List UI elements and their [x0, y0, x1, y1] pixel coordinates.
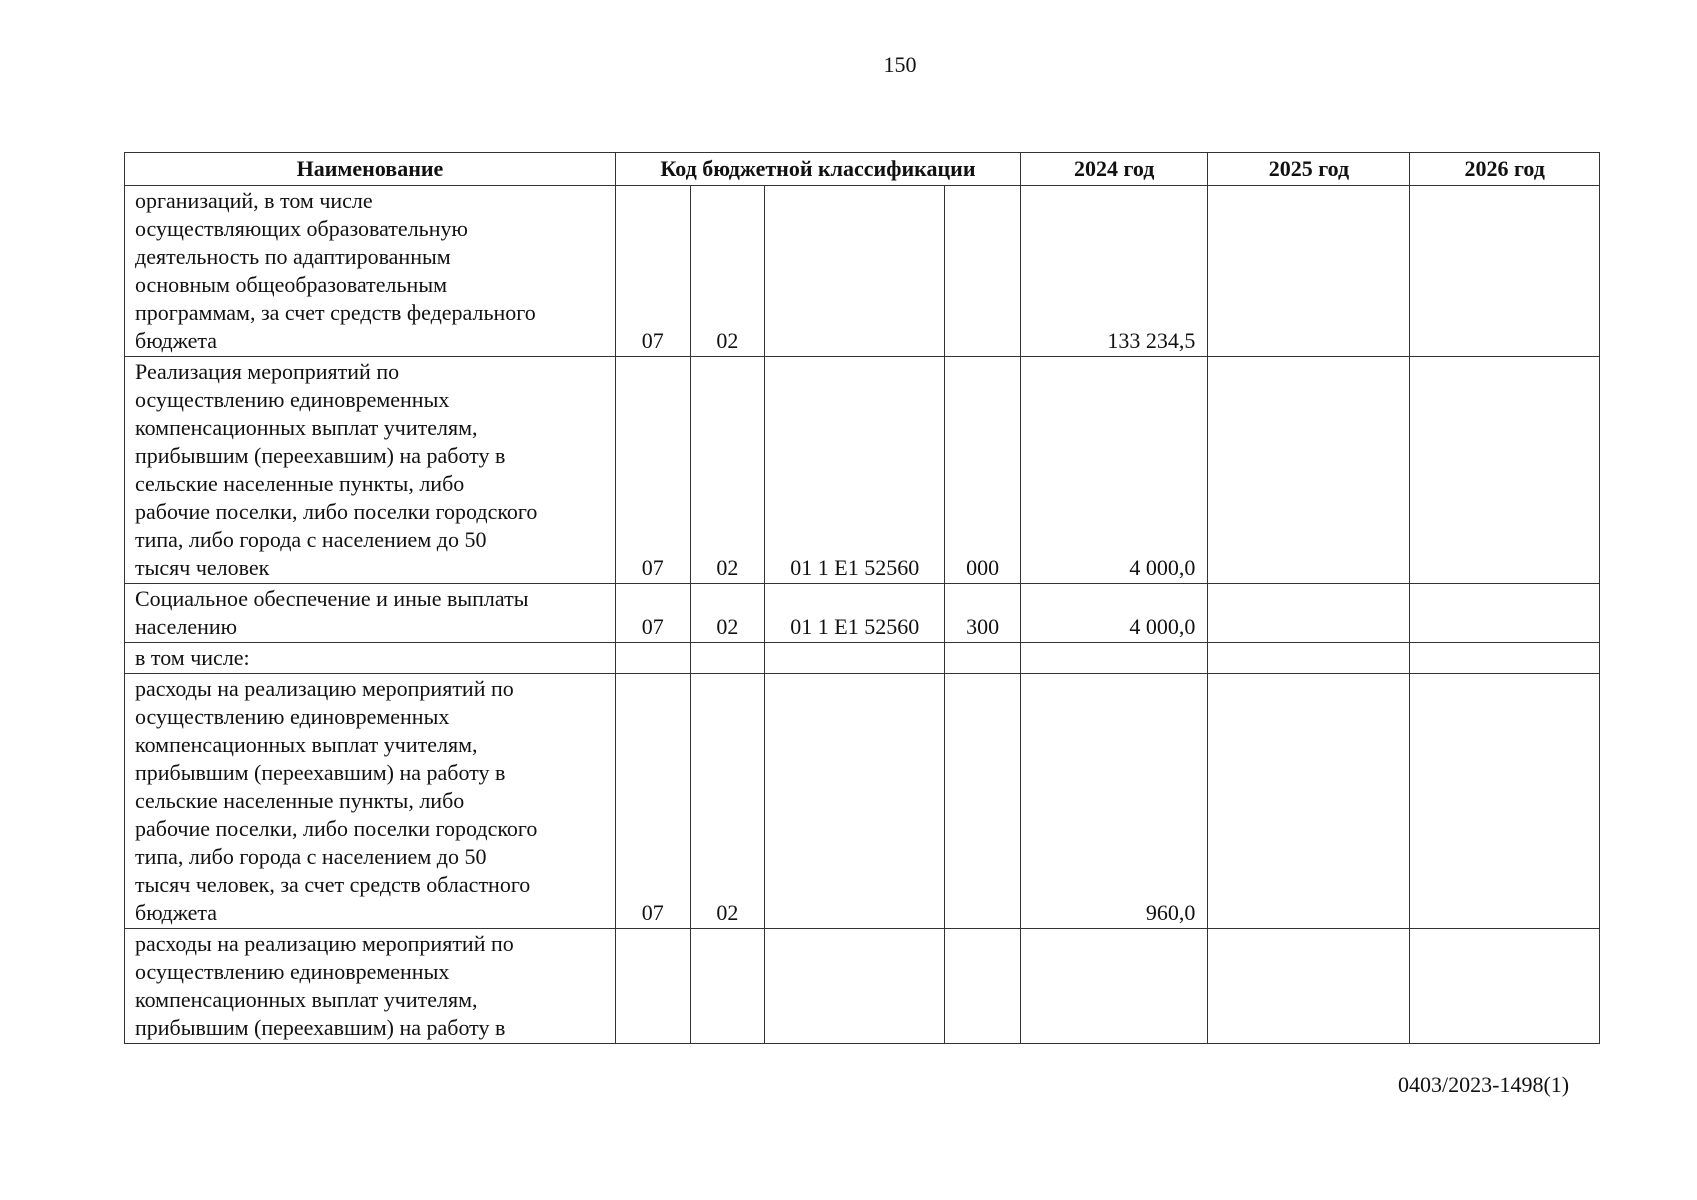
row-code-expense-type [945, 929, 1021, 1044]
row-amount-2025 [1208, 929, 1410, 1044]
table-row [125, 643, 1600, 674]
row-code-section [615, 643, 690, 674]
row-code-target [765, 674, 945, 929]
row-code-subsection: 02 [690, 357, 765, 584]
header-2024: 2024 год [1020, 153, 1207, 186]
row-code-subsection: 02 [690, 674, 765, 929]
table-row [125, 584, 1600, 643]
row-amount-2024 [1020, 929, 1207, 1044]
row-amount-2024: 960,0 [1020, 674, 1207, 929]
row-name: Социальное обеспечение и иные выплаты населению [125, 584, 616, 643]
row-code-expense-type: 300 [945, 584, 1021, 643]
row-amount-2026 [1410, 357, 1600, 584]
row-amount-2026 [1410, 674, 1600, 929]
row-code-target [765, 643, 945, 674]
row-amount-2026 [1410, 584, 1600, 643]
row-name: организаций, в том числе осуществляющих образовательную деятельность по адаптированным основным общеобразовательным программам, за счет средств федерального бюджета [125, 186, 616, 357]
table-row [125, 674, 1600, 929]
header-2025: 2025 год [1208, 153, 1410, 186]
row-amount-2025 [1208, 186, 1410, 357]
row-code-section: 07 [615, 186, 690, 357]
row-amount-2026 [1410, 643, 1600, 674]
budget-table [124, 152, 1600, 1044]
row-code-subsection [690, 643, 765, 674]
row-name: расходы на реализацию мероприятий по осуществлению единовременных компенсационных выплат учителям, прибывшим (переехавшим) на работу в сельские населенные пункты, либо рабочие поселки, либо поселки городского типа, либо города с населением до 50 тысяч человек, за счет средств областного бюджета [125, 674, 616, 929]
row-amount-2025 [1208, 357, 1410, 584]
document-registration-code: 0403/2023-1498(1) [1398, 1072, 1570, 1097]
row-name: Реализация мероприятий по осуществлению единовременных компенсационных выплат учителям, прибывшим (переехавшим) на работу в сельские населенные пункты, либо рабочие поселки, либо поселки городского типа, либо города с населением до 50 тысяч человек [125, 357, 616, 584]
row-code-subsection: 02 [690, 584, 765, 643]
row-name: в том числе: [125, 643, 616, 674]
row-amount-2024: 133 234,5 [1020, 186, 1207, 357]
row-amount-2024: 4 000,0 [1020, 357, 1207, 584]
row-code-expense-type [945, 643, 1021, 674]
row-code-subsection: 02 [690, 186, 765, 357]
row-code-subsection [690, 929, 765, 1044]
table-row [125, 186, 1600, 357]
row-code-section: 07 [615, 584, 690, 643]
row-code-target: 01 1 E1 52560 [765, 357, 945, 584]
row-code-expense-type [945, 186, 1021, 357]
row-amount-2025 [1208, 674, 1410, 929]
table-row [125, 357, 1600, 584]
row-amount-2026 [1410, 929, 1600, 1044]
row-code-target [765, 929, 945, 1044]
header-name: Наименование [125, 153, 616, 186]
row-code-section [615, 929, 690, 1044]
row-code-section: 07 [615, 357, 690, 584]
row-code-expense-type: 000 [945, 357, 1021, 584]
row-code-section: 07 [615, 674, 690, 929]
table-row [125, 929, 1600, 1044]
row-amount-2024 [1020, 643, 1207, 674]
row-name: расходы на реализацию мероприятий по осуществлению единовременных компенсационных выплат учителям, прибывшим (переехавшим) на работу в [125, 929, 616, 1044]
row-amount-2024: 4 000,0 [1020, 584, 1207, 643]
row-amount-2025 [1208, 584, 1410, 643]
row-amount-2025 [1208, 643, 1410, 674]
page-number: 150 [883, 52, 917, 77]
row-code-target: 01 1 E1 52560 [765, 584, 945, 643]
header-code: Код бюджетной классификации [615, 153, 1020, 186]
table-header-row [125, 153, 1600, 186]
row-amount-2026 [1410, 186, 1600, 357]
row-code-expense-type [945, 674, 1021, 929]
header-2026: 2026 год [1410, 153, 1600, 186]
row-code-target [765, 186, 945, 357]
